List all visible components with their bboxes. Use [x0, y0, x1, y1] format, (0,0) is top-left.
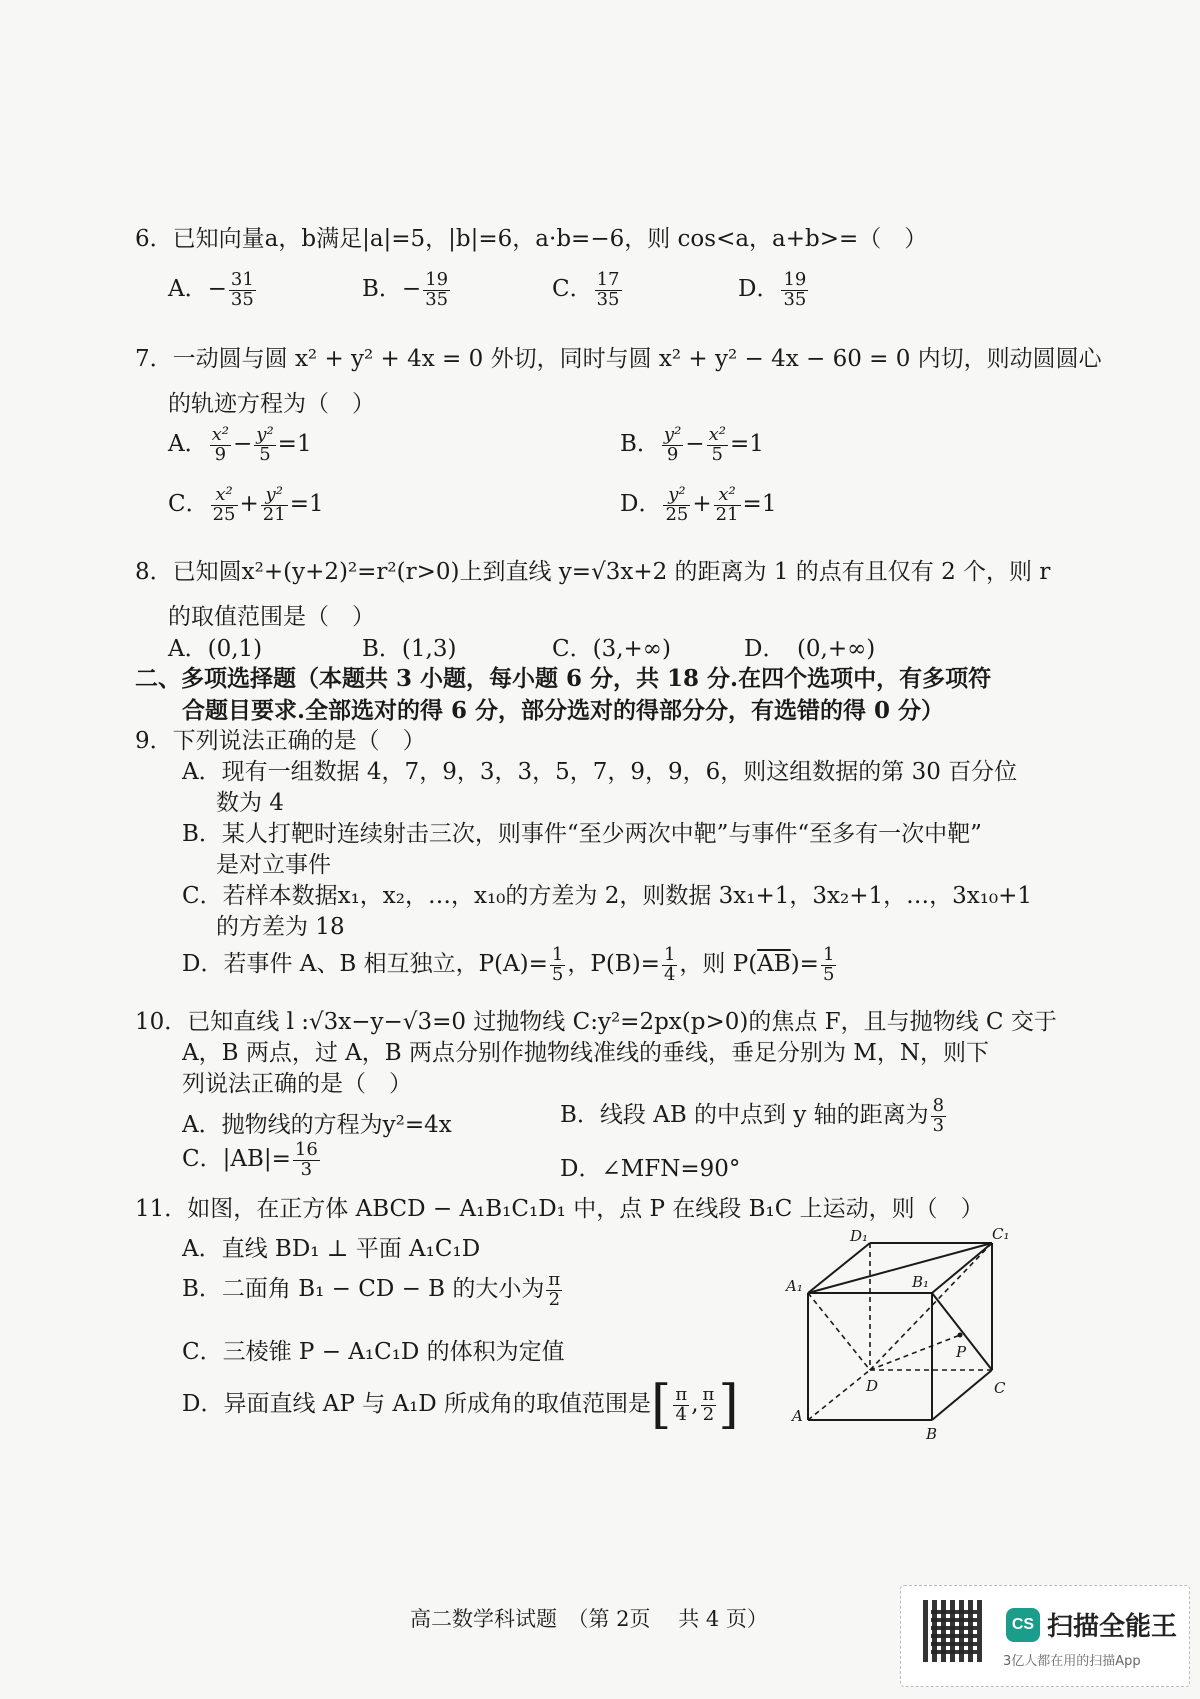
- q8-stem-line1: 8．已知圆x²+(y+2)²=r²(r>0)上到直线 y=√3x+2 的距离为 1 的点有且仅有 2 个，则 r: [135, 559, 1051, 585]
- q6-option-d: [738, 270, 810, 309]
- page-footer: 高二数学科试题 （第 2页 共 4 页）: [410, 1607, 768, 1631]
- q8-stem-line2: 的取值范围是（ ）: [168, 604, 375, 630]
- label-a: A: [792, 1407, 803, 1425]
- q6-option-c: [552, 270, 624, 309]
- option-label: D．: [738, 276, 780, 302]
- label-p: P: [956, 1343, 967, 1361]
- q8-option-c: C．(3,+∞): [552, 636, 671, 662]
- cs-logo-icon: CS: [1006, 1608, 1040, 1642]
- q10-option-c: C．|AB|= $\frac{16}{3}$: [182, 1138, 318, 1180]
- label-d: D: [866, 1377, 879, 1395]
- q7-option-a: A． $\frac{\text{x²}}{9}$ − $\frac{\text{y²}}{5}$ =1: [168, 423, 312, 465]
- q7-stem-line2: 的轨迹方程为（ ）: [168, 391, 375, 417]
- q7-option-d: D． $\frac{\text{y²}}{25}$ + $\frac{\text{x²}}{21}$ =1: [620, 483, 777, 525]
- q8-option-a: A．(0,1): [168, 636, 263, 662]
- q10-stem-line1: 10．已知直线 l :√3x−y−√3=0 过抛物线 C:y²=2px(p>0)的焦点 F，且与抛物线 C 交于: [135, 1009, 1057, 1035]
- fraction: $\frac{31}{35}$: [230, 268, 254, 310]
- q9-stem: 9．下列说法正确的是（ ）: [135, 728, 426, 754]
- q11-option-a: A．直线 BD₁ ⊥ 平面 A₁C₁D: [182, 1236, 481, 1262]
- option-label: B．: [362, 276, 402, 302]
- q9-option-c-line1: C．若样本数据x₁，x₂，…，x₁₀的方差为 2，则数据 3x₁+1，3x₂+1，…，3x₁₀+1: [182, 883, 1033, 909]
- q9-option-a-line2: 数为 4: [216, 790, 284, 816]
- label-a1: A₁: [786, 1277, 803, 1295]
- q9-option-d: D．若事件 A、B 相互独立，P(A)= $\frac{1}{5}$ ，P(B)= $\frac{1}{4}$ ，则 $P(\overline{AB})=$ $\frac{1}{5}$: [182, 943, 835, 985]
- minus-sign: −: [401, 276, 422, 302]
- q8-option-d: D． (0,+∞): [744, 636, 876, 662]
- fraction: $\frac{19}{35}$: [783, 268, 807, 310]
- q7-stem-line1: 7．一动圆与圆 x² + y² + 4x = 0 外切，同时与圆 x² + y² − 4x − 60 = 0 内切，则动圆圆心: [135, 346, 1102, 372]
- cube-figure: [780, 1225, 1030, 1445]
- q9-option-b-line1: B．某人打靶时连续射击三次，则事件“至少两次中靶”与事件“至多有一次中靶”: [182, 821, 982, 847]
- q11-option-d: D．异面直线 AP 与 A₁D 所成角的取值范围是[ $\frac{\pi}{4}$ , $\frac{\pi}{2}$ ]: [182, 1375, 739, 1435]
- section2-heading-line1: 二、多项选择题（本题共 3 小题，每小题 6 分，共 18 分.在四个选项中，有多项符: [135, 665, 992, 692]
- label-b1: B₁: [912, 1273, 930, 1291]
- q10-option-b: B．线段 AB 的中点到 y 轴的距离为 $\frac{8}{3}$: [560, 1094, 945, 1136]
- label-c: C: [994, 1379, 1006, 1397]
- option-label: A．: [168, 276, 208, 302]
- q10-option-a: A．抛物线的方程为y²=4x: [182, 1112, 452, 1138]
- q9-option-c-line2: 的方差为 18: [216, 914, 345, 940]
- q7-option-c: C． $\frac{\text{x²}}{25}$ + $\frac{\text{y²}}{21}$ =1: [168, 483, 324, 525]
- q11-option-c: C．三棱锥 P − A₁C₁D 的体积为定值: [182, 1339, 565, 1365]
- badge-tagline: 3亿人都在用的扫描App: [1003, 1654, 1141, 1669]
- label-b: B: [926, 1425, 938, 1443]
- q10-stem-line3: 列说法正确的是（ ）: [182, 1071, 412, 1097]
- q9-option-a-line1: A．现有一组数据 4，7，9，3，3，5，7，9，9，6，则这组数据的第 30 百分位: [182, 759, 1018, 785]
- badge-app-name: 扫描全能王: [1047, 1612, 1178, 1642]
- q9-option-b-line2: 是对立事件: [216, 852, 331, 878]
- q10-option-d: D．∠MFN=90°: [560, 1156, 741, 1182]
- q6-stem: 6．已知向量a，b满足|a|=5，|b|=6，a·b=−6，则 cos<a，a+b>=（ ）: [135, 226, 928, 252]
- fraction: $\frac{19}{35}$: [425, 268, 449, 310]
- q6-option-b: [362, 270, 452, 309]
- q10-stem-line2: A，B 两点，过 A，B 两点分别作抛物线准线的垂线，垂足分别为 M，N，则下: [182, 1040, 989, 1066]
- q11-option-b: B．二面角 B₁ − CD − B 的大小为 $\frac{\pi}{2}$: [182, 1268, 561, 1310]
- option-label: C．: [552, 276, 593, 302]
- section2-heading-line2: 合题目要求.全部选对的得 6 分，部分选对的得部分分，有选错的得 0 分）: [182, 697, 945, 724]
- q8-option-b: B．(1,3): [362, 636, 457, 662]
- q11-stem: 11．如图，在正方体 ABCD − A₁B₁C₁D₁ 中，点 P 在线段 B₁C 上运动，则（ ）: [135, 1196, 984, 1222]
- fraction: $\frac{17}{35}$: [596, 268, 620, 310]
- minus-sign: −: [207, 276, 227, 302]
- qr-code-icon: [923, 1600, 985, 1662]
- scanner-watermark-badge: [900, 1585, 1190, 1687]
- label-d1: D₁: [850, 1227, 869, 1245]
- q6-option-a: [168, 270, 258, 309]
- label-c1: C₁: [992, 1225, 1010, 1243]
- q7-option-b: B． $\frac{\text{y²}}{9}$ − $\frac{\text{x²}}{5}$ =1: [620, 423, 764, 465]
